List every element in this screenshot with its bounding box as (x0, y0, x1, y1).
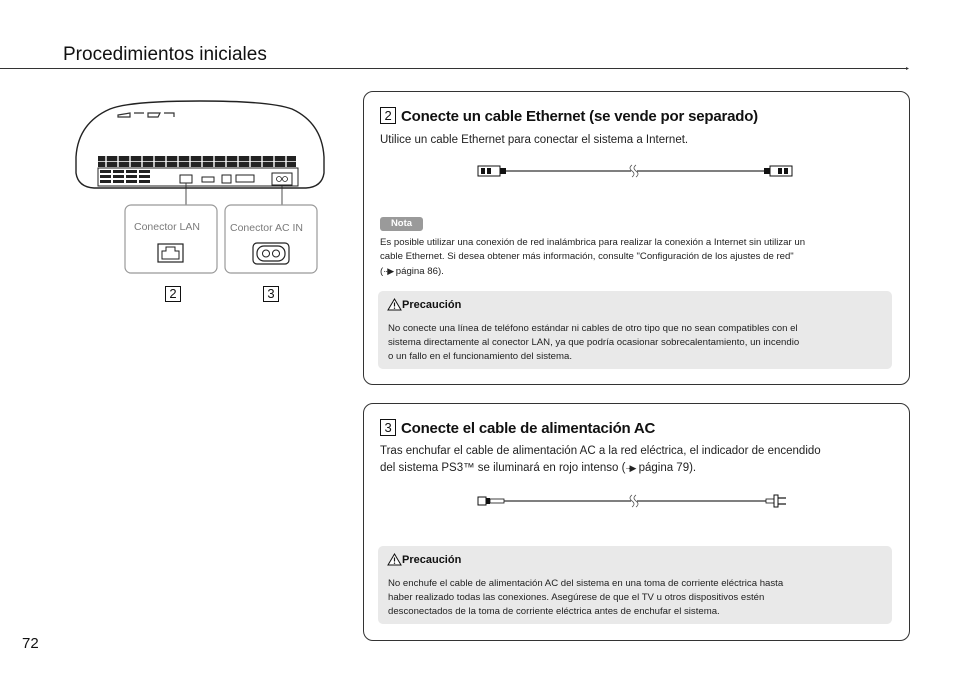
power-cable-icon (477, 494, 797, 508)
note-badge: Nota (380, 217, 423, 231)
step-number-lan: 2 (165, 286, 181, 302)
ps3-rear-illustration (70, 95, 330, 305)
note-page-reference: página 86). (395, 266, 444, 277)
heading-text: Conecte el cable de alimentación AC (401, 420, 656, 437)
note-line-1: Es posible utilizar una conexión de red inalámbrica para realizar la conexión a Internet sin utilizar un (380, 237, 806, 248)
step-number: 2 (380, 107, 396, 124)
ethernet-cable-icon (477, 164, 797, 178)
ethernet-section (363, 91, 910, 385)
power-instruction-line-2a: del sistema PS3™ se iluminará en rojo intenso ( (380, 462, 626, 474)
caution-line-3: desconectados de la toma de corriente eléctrica antes de enchufar el sistema. (388, 606, 720, 617)
power-section (363, 403, 910, 641)
power-instruction-line-1: Tras enchufar el cable de alimentación AC a la red eléctrica, el indicador de encendido (380, 445, 821, 457)
caution-title: Precaución (402, 554, 462, 566)
console-illustration (70, 95, 330, 305)
page-reference-arrow-icon: ··▶ (625, 463, 636, 473)
ac-connector-label: Conector AC IN (230, 222, 303, 234)
warning-icon (387, 553, 402, 566)
lan-connector-label: Conector LAN (134, 221, 200, 233)
page-reference-arrow-icon: ··▶ (383, 266, 394, 276)
caution-title: Precaución (402, 299, 462, 311)
caution-box-lan (378, 291, 892, 369)
caution-line-1: No enchufe el cable de alimentación AC del sistema en una toma de corriente eléctrica hasta (388, 578, 784, 589)
warning-icon (387, 298, 402, 311)
page-title: Procedimientos iniciales (63, 44, 267, 65)
header-rule-end: ▸ (906, 66, 910, 72)
section-heading-power (380, 419, 655, 437)
power-instruction-line-2 (380, 460, 696, 476)
section-heading-ethernet (380, 107, 758, 125)
step-number-ac: 3 (263, 286, 279, 302)
step-number: 3 (380, 419, 396, 436)
note-line-3-prefix: ( (380, 266, 384, 277)
lan-port-icon (158, 244, 183, 262)
heading-text: Conecte un cable Ethernet (se vende por separado) (401, 108, 758, 125)
header-rule (0, 68, 908, 69)
caution-line-2: haber realizado todas las conexiones. Asegúrese de que el TV u otros dispositivos estén (388, 592, 765, 603)
caution-box-power (378, 546, 892, 624)
caution-line-2: sistema directamente al conector LAN, ya que podría ocasionar sobrecalentamiento, un incendio (388, 337, 800, 348)
page-number: 72 (22, 635, 39, 652)
ethernet-instruction: Utilice un cable Ethernet para conectar el sistema a Internet. (380, 134, 689, 146)
caution-line-1: No conecte una línea de teléfono estándar ni cables de otro tipo que no sean compatibles con el (388, 323, 798, 334)
note-line-2: cable Ethernet. Si desea obtener más información, consulte "Configuración de los ajustes de red" (380, 251, 794, 262)
caution-line-3: o un fallo en el funcionamiento del sistema. (388, 351, 572, 362)
ac-port-icon (253, 243, 289, 264)
note-line-3 (380, 264, 444, 279)
power-page-reference: página 79). (638, 462, 697, 474)
